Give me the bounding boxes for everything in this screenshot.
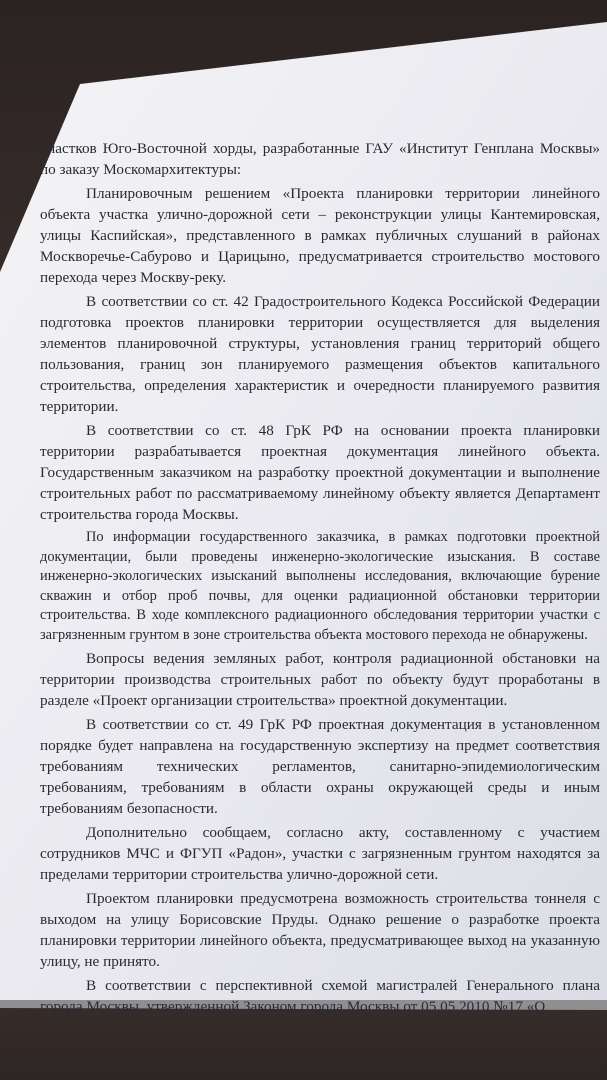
paragraph-1: участков Юго-Восточной хорды, разработанные ГАУ «Институт Генплана Москвы» по заказу Москомархитектуры: [40, 140, 600, 178]
paragraph-9: Проектом планировки предусмотрена возможность строительства тоннеля с выходом на улицу Борисовские Пруды. Однако решение о разработке проекта планировки территории линейного объекта, предусматривающее выход на указанную улицу, не принято. [40, 890, 600, 970]
paragraph-7: В соответствии со ст. 49 ГрК РФ проектная документация в установленном порядке будет направлена на государственную экспертизу на предмет соответствия требованиям технических регламентов, санитарно-эпидемиологическим требованиям, требованиям в области охраны окружающей среды и иным требованиям безопасности. [40, 716, 600, 817]
paragraph-8: Дополнительно сообщаем, согласно акту, составленному с участием сотрудников МЧС и ФГУП «Радон», участки с загрязненным грунтом находятся за пределами территории строительства улично-дорожной сети. [40, 824, 600, 883]
paragraph-3: В соответствии со ст. 42 Градостроительного Кодекса Российской Федерации подготовка проектов планировки территории осуществляется для выделения элементов планировочной структуры, установления границ территорий общего пользования, границ зон планируемого размещения объектов капитального строительства, определения характеристик и очередности планируемого развития территории. [40, 293, 600, 415]
paragraph-5: По информации государственного заказчика, в рамках подготовки проектной документации, были проведены инженерно-экологические изыскания. В составе инженерно-экологических изысканий выполнены исследования, включающие бурение скважин и отбор проб почвы, для оценки радиационной обстановки территории строительства. В ходе комплексного радиационного обследования территории участки с загрязненным грунтом в зоне строительства объекта мостового перехода не обнаружены. [40, 529, 600, 643]
paragraph-4: В соответствии со ст. 48 ГрК РФ на основании проекта планировки территории разрабатывается проектная документация линейного объекта. Государственным заказчиком на разработку проектной документации и выполнение строительных работ по рассматриваемому линейному объекту является Департамент строительства города Москвы. [40, 422, 600, 523]
paragraph-2: Планировочным решением «Проекта планировки территории линейного объекта участка улично-дорожной сети – реконструкции улицы Кантемировская, улицы Каспийская», представленного в рамках публичных слушаний в районах Москворечье-Сабурово и Царицыно, предусматривается строительство мостового перехода через Москву-реку. [40, 185, 600, 286]
paragraph-10: В соответствии с перспективной схемой магистралей Генерального плана города Москвы, утвержденной Законом города Москвы от 05.05.2010 №17 «О [40, 977, 600, 1015]
letter-body [40, 138, 600, 1020]
paragraph-6: Вопросы ведения земляных работ, контроля радиационной обстановки на территории производства строительных работ по объекту будут проработаны в разделе «Проект организации строительства» проектной документации. [40, 650, 600, 709]
